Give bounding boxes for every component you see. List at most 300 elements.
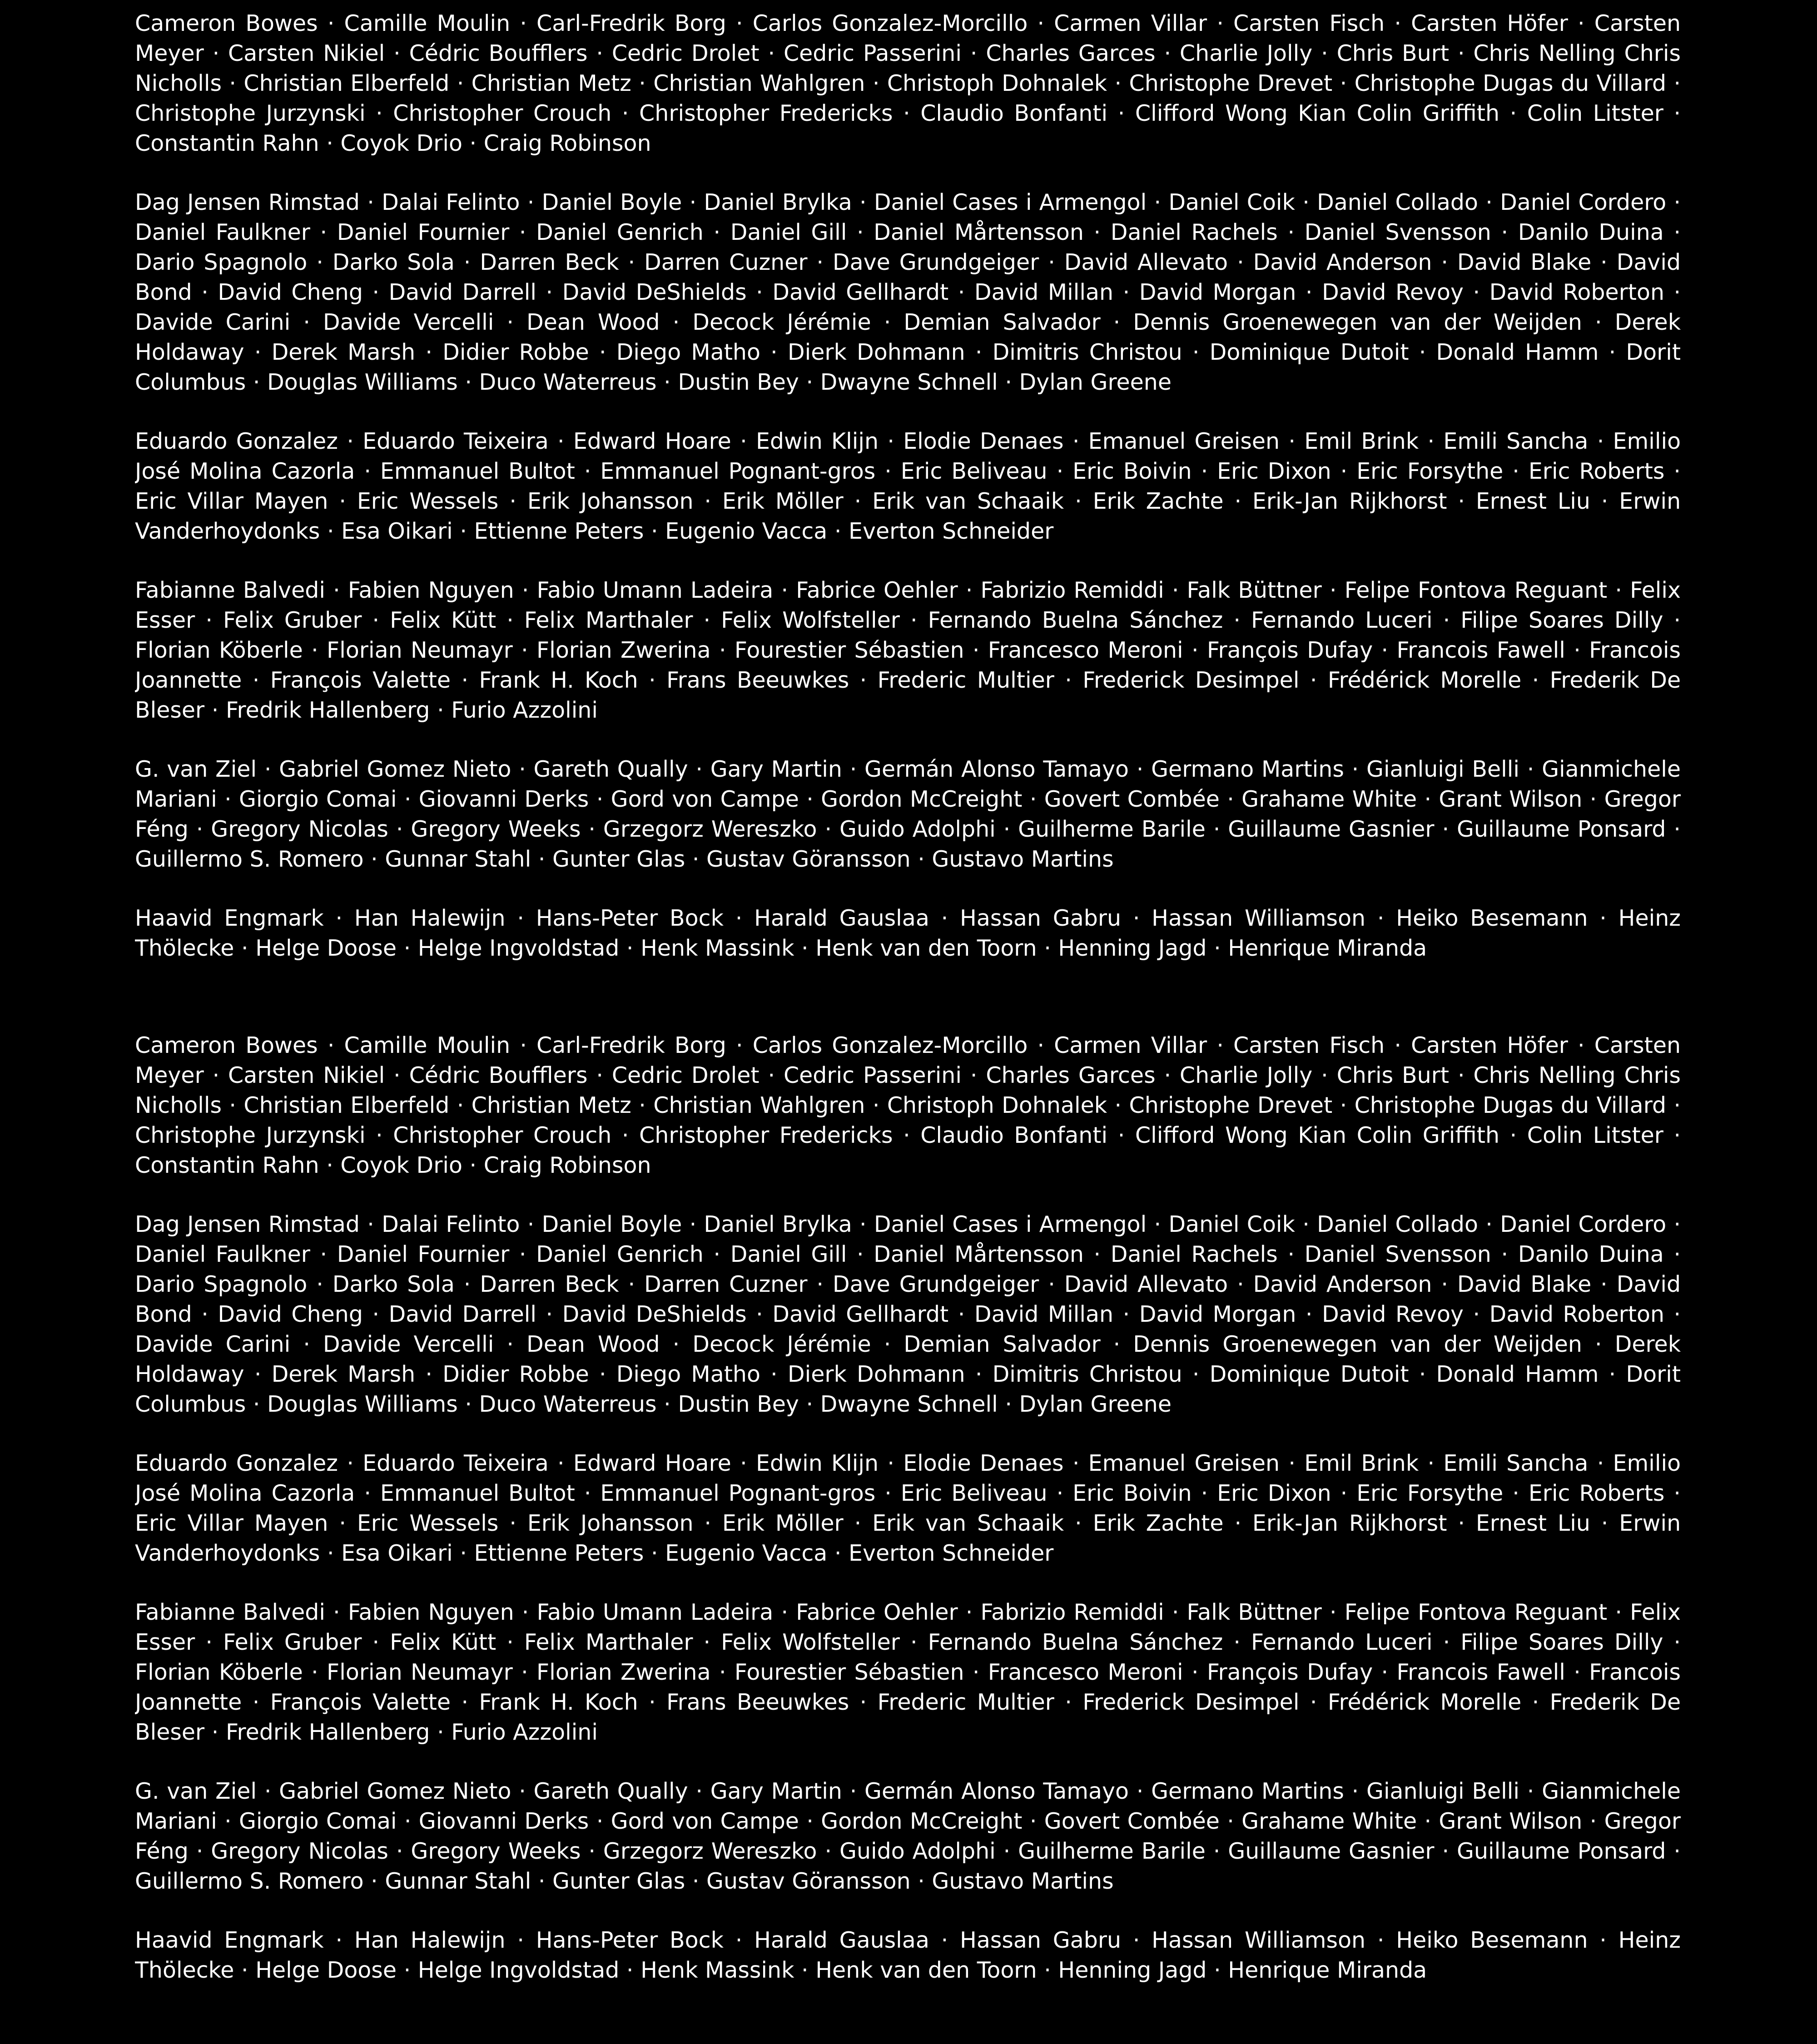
separator-dot: ·: [1201, 458, 1208, 484]
contributor-name: Christophe Jurzynski: [135, 1122, 366, 1148]
separator-dot: ·: [1351, 1778, 1359, 1804]
separator-dot: ·: [1154, 189, 1162, 215]
separator-dot: ·: [703, 607, 711, 633]
contributor-name: Gareth Qually: [533, 756, 688, 782]
contributor-name: Decock Jérémie: [692, 309, 871, 335]
separator-dot: ·: [1287, 219, 1295, 245]
contributor-name: Eric Boivin: [1072, 1480, 1192, 1506]
contributor-name: David Gellhardt: [772, 1301, 949, 1327]
separator-dot: ·: [1214, 935, 1221, 961]
contributor-name: Emilio José Molina Cazorla: [135, 428, 1681, 484]
separator-dot: ·: [1048, 249, 1055, 275]
contributor-name: Daniel Brylka: [704, 189, 852, 215]
contributor-name: Dylan Greene: [1019, 1391, 1172, 1417]
contributor-name: Danilo Duina: [1518, 219, 1664, 245]
contributor-name: Eric Beliveau: [900, 1480, 1048, 1506]
contributor-name: Gunnar Stahl: [385, 1868, 531, 1894]
separator-dot: ·: [437, 697, 444, 723]
contributor-name: Edward Hoare: [573, 428, 731, 454]
separator-dot: ·: [1227, 1808, 1234, 1834]
contributor-name: David Millan: [974, 1301, 1114, 1327]
contributor-name: Cedric Drolet: [611, 40, 760, 66]
contributor-name: Danilo Duina: [1518, 1241, 1664, 1267]
separator-dot: ·: [1673, 279, 1681, 305]
separator-dot: ·: [229, 1092, 236, 1118]
contributor-name: Frederick Desimpel: [1082, 667, 1300, 693]
contributor-name: Daniel Svensson: [1304, 1241, 1491, 1267]
contributor-name: Francois Fawell: [1396, 1659, 1565, 1685]
contributor-name: Guillermo S. Romero: [135, 1868, 364, 1894]
contributor-name: Carsten Nikiel: [228, 1062, 385, 1088]
contributor-name: Erik Zachte: [1092, 488, 1224, 514]
contributor-name: David Bond: [135, 1271, 1681, 1327]
separator-dot: ·: [704, 1510, 711, 1536]
contributor-name: Craig Robinson: [483, 130, 651, 156]
contributor-name: Fabrizio Remiddi: [980, 1599, 1164, 1625]
contributor-name: Christophe Jurzynski: [135, 100, 366, 126]
contributor-name: Duco Waterreus: [479, 369, 657, 395]
contributor-name: Derek Holdaway: [135, 309, 1681, 365]
contributor-name: Daniel Svensson: [1304, 219, 1491, 245]
separator-dot: ·: [1351, 756, 1359, 782]
separator-dot: ·: [1305, 1301, 1313, 1327]
contributor-name: Felix Kütt: [390, 607, 496, 633]
separator-dot: ·: [506, 309, 514, 335]
contributor-name: David Blake: [1457, 1271, 1592, 1297]
separator-dot: ·: [1442, 1838, 1450, 1864]
contributor-name: Emmanuel Bultot: [380, 1480, 575, 1506]
contributor-name: Dennis Groenewegen van der Weijden: [1133, 309, 1582, 335]
contributor-name: Davide Carini: [135, 309, 291, 335]
contributor-name: Francesco Meroni: [988, 1659, 1183, 1685]
contributor-name: François Valette: [270, 1689, 451, 1715]
contributor-name: Felix Marthaler: [524, 1629, 693, 1655]
contributor-name: David Anderson: [1253, 249, 1432, 275]
separator-dot: ·: [1599, 905, 1607, 931]
contributor-name: Everton Schneider: [849, 518, 1054, 544]
contributor-name: Daniel Genrich: [536, 219, 704, 245]
credits-block-2: [135, 1022, 1681, 2044]
separator-dot: ·: [1673, 1301, 1681, 1327]
contributor-name: Gregory Nicolas: [211, 1838, 388, 1864]
contributor-name: Dalai Felinto: [382, 1211, 520, 1237]
separator-dot: ·: [201, 1301, 209, 1327]
contributor-name: Coyok Drio: [340, 1152, 462, 1178]
separator-dot: ·: [211, 1719, 219, 1745]
contributor-name: Erik Johansson: [527, 488, 694, 514]
separator-dot: ·: [254, 339, 262, 365]
contributor-name: Ernest Liu: [1475, 1510, 1590, 1536]
separator-dot: ·: [527, 189, 535, 215]
separator-dot: ·: [1381, 1659, 1389, 1685]
contributor-name: Daniel Faulkner: [135, 219, 310, 245]
separator-dot: ·: [403, 935, 411, 961]
separator-dot: ·: [1443, 1629, 1450, 1655]
contributor-name: Francois Joannette: [135, 637, 1681, 693]
separator-dot: ·: [364, 458, 371, 484]
contributor-name: Erik Möller: [722, 488, 844, 514]
contributor-name: Christopher Crouch: [393, 1122, 612, 1148]
contributor-name: Heiko Besemann: [1396, 1927, 1588, 1953]
separator-dot: ·: [1288, 1450, 1296, 1476]
contributor-name: Christophe Dugas du Villard: [1354, 70, 1667, 96]
separator-dot: ·: [859, 667, 867, 693]
separator-dot: ·: [872, 1092, 880, 1118]
contributor-name: Frédérick Morelle: [1327, 667, 1522, 693]
contributor-name: Ettienne Peters: [474, 1540, 644, 1566]
separator-dot: ·: [704, 488, 711, 514]
separator-dot: ·: [1574, 1659, 1581, 1685]
contributor-name: Daniel Collado: [1317, 1211, 1478, 1237]
separator-dot: ·: [884, 458, 892, 484]
contributor-name: David Allevato: [1064, 1271, 1228, 1297]
contributor-name: Grahame White: [1241, 786, 1417, 812]
contributor-name: Didier Robbe: [442, 1361, 589, 1387]
separator-dot: ·: [347, 1450, 354, 1476]
contributor-name: Frederik De Bleser: [135, 1689, 1681, 1745]
separator-dot: ·: [521, 1599, 529, 1625]
contributor-name: Erik van Schaaik: [872, 488, 1064, 514]
contributor-name: Daniel Boyle: [541, 1211, 682, 1237]
separator-dot: ·: [1442, 816, 1450, 842]
separator-dot: ·: [970, 1062, 978, 1088]
separator-dot: ·: [460, 1540, 467, 1566]
contributor-name: Henrique Miranda: [1228, 935, 1427, 961]
contributor-name: Camille Moulin: [344, 10, 511, 36]
contributor-name: Frédérick Morelle: [1327, 1689, 1522, 1715]
separator-dot: ·: [719, 1659, 726, 1685]
contributor-name: Carlos Gonzalez-Morcillo: [752, 1032, 1028, 1058]
contributor-name: Derek Marsh: [271, 339, 416, 365]
separator-dot: ·: [639, 70, 646, 96]
contributor-name: Henk Massink: [640, 935, 794, 961]
contributor-name: Charlie Jolly: [1179, 40, 1313, 66]
contributor-name: Falk Büttner: [1187, 577, 1322, 603]
separator-dot: ·: [1527, 1778, 1534, 1804]
contributor-name: Donald Hamm: [1436, 1361, 1599, 1387]
contributor-name: Guido Adolphi: [839, 816, 996, 842]
separator-dot: ·: [327, 518, 334, 544]
separator-dot: ·: [1673, 100, 1681, 126]
contributor-name: Eugenio Vacca: [665, 518, 828, 544]
contributor-name: Christoph Dohnalek: [887, 1092, 1107, 1118]
contributor-name: Guillaume Ponsard: [1456, 1838, 1666, 1864]
contributor-name: Frederic Multier: [877, 1689, 1054, 1715]
separator-dot: ·: [692, 846, 700, 872]
separator-dot: ·: [1075, 1510, 1082, 1536]
separator-dot: ·: [596, 786, 604, 812]
contributor-name: Erwin Vanderhoydonks: [135, 488, 1681, 544]
separator-dot: ·: [316, 249, 323, 275]
contributor-name: Helge Ingvoldstad: [417, 1957, 620, 1983]
contributor-name: Felix Esser: [135, 1599, 1681, 1655]
separator-dot: ·: [975, 339, 983, 365]
contributor-name: Colin Litster: [1527, 100, 1663, 126]
contributor-name: Dario Spagnolo: [135, 249, 308, 275]
separator-dot: ·: [1600, 249, 1608, 275]
separator-dot: ·: [1340, 458, 1348, 484]
contributor-name: Derek Marsh: [271, 1361, 416, 1387]
separator-dot: ·: [372, 279, 380, 305]
separator-dot: ·: [320, 1241, 328, 1267]
separator-dot: ·: [403, 1957, 411, 1983]
separator-dot: ·: [339, 1510, 346, 1536]
contributor-name: David Morgan: [1139, 1301, 1296, 1327]
separator-dot: ·: [1578, 1032, 1585, 1058]
separator-dot: ·: [264, 756, 272, 782]
contributor-name: Eduardo Teixeira: [362, 1450, 549, 1476]
contributor-name: Carsten Höfer: [1411, 10, 1568, 36]
separator-dot: ·: [781, 577, 789, 603]
contributor-name: François Valette: [270, 667, 451, 693]
separator-dot: ·: [457, 1092, 464, 1118]
separator-dot: ·: [1597, 428, 1604, 454]
contributor-name: Heinz Thölecke: [135, 905, 1681, 961]
separator-dot: ·: [856, 219, 864, 245]
separator-dot: ·: [425, 1361, 432, 1387]
separator-dot: ·: [903, 100, 910, 126]
separator-dot: ·: [1132, 905, 1140, 931]
separator-dot: ·: [1065, 667, 1072, 693]
contributor-name: Chris Nelling Chris Nicholls: [135, 1062, 1681, 1118]
contributor-name: Daniel Fournier: [337, 219, 510, 245]
separator-dot: ·: [1600, 1271, 1608, 1297]
separator-dot: ·: [1574, 637, 1581, 663]
separator-dot: ·: [1237, 1271, 1244, 1297]
contributor-name: Gianmichele Mariani: [135, 756, 1681, 812]
separator-dot: ·: [224, 786, 232, 812]
contributor-name: Darren Cuzner: [644, 249, 808, 275]
contributor-name: Florian Neumayr: [327, 1659, 513, 1685]
separator-dot: ·: [347, 428, 354, 454]
separator-dot: ·: [335, 905, 343, 931]
contributor-name: Gregory Weeks: [411, 1838, 581, 1864]
separator-dot: ·: [437, 1719, 444, 1745]
separator-dot: ·: [735, 1927, 743, 1953]
contributor-name: Donald Hamm: [1436, 339, 1599, 365]
separator-dot: ·: [1044, 935, 1051, 961]
contributor-name: David Cheng: [218, 1301, 363, 1327]
contributor-name: Fabianne Balvedi: [135, 577, 325, 603]
contributor-name: Haavid Engmark: [135, 905, 324, 931]
separator-dot: ·: [1117, 1122, 1125, 1148]
contributor-name: Daniel Rachels: [1110, 1241, 1278, 1267]
contributor-name: Germán Alonso Tamayo: [864, 756, 1129, 782]
separator-dot: ·: [816, 249, 824, 275]
separator-dot: ·: [1381, 637, 1389, 663]
contributor-name: Erik van Schaaik: [872, 1510, 1064, 1536]
contributor-name: Cameron Bowes: [135, 10, 318, 36]
contributor-name: Eric Roberts: [1528, 458, 1665, 484]
contributor-name: Gord von Campe: [611, 786, 799, 812]
contributor-name: Helge Doose: [255, 935, 397, 961]
contributor-name: Claudio Bonfanti: [920, 1122, 1108, 1148]
contributor-name: Govert Combée: [1044, 786, 1220, 812]
contributor-name: Fernando Buelna Sánchez: [928, 607, 1223, 633]
separator-dot: ·: [320, 219, 328, 245]
separator-dot: ·: [768, 40, 775, 66]
separator-dot: ·: [316, 1271, 323, 1297]
contributor-name: David Morgan: [1139, 279, 1296, 305]
separator-dot: ·: [1113, 1331, 1121, 1357]
contributor-name: Derek Holdaway: [135, 1331, 1681, 1387]
contributor-name: Han Halewijn: [354, 1927, 506, 1953]
separator-dot: ·: [672, 1331, 680, 1357]
contributor-name: David DeShields: [562, 1301, 747, 1327]
separator-dot: ·: [520, 1032, 527, 1058]
contributor-name: Daniel Cordero: [1500, 1211, 1667, 1237]
separator-dot: ·: [519, 1778, 526, 1804]
contributor-name: Diego Matho: [616, 1361, 760, 1387]
separator-dot: ·: [333, 1599, 340, 1625]
separator-dot: ·: [664, 369, 671, 395]
separator-dot: ·: [469, 1152, 477, 1178]
separator-dot: ·: [376, 1122, 383, 1148]
separator-dot: ·: [1340, 1480, 1348, 1506]
separator-dot: ·: [1075, 488, 1082, 514]
separator-dot: ·: [1287, 1241, 1295, 1267]
contributor-name: Douglas Williams: [267, 369, 458, 395]
separator-dot: ·: [1136, 756, 1144, 782]
contributor-name: Felix Wolfsteller: [721, 607, 900, 633]
contributor-name: Christophe Drevet: [1129, 1092, 1333, 1118]
separator-dot: ·: [972, 1659, 980, 1685]
contributor-name: Han Halewijn: [354, 905, 506, 931]
separator-dot: ·: [834, 518, 842, 544]
contributor-name: Darko Sola: [332, 249, 455, 275]
contributor-name: Erik Zachte: [1092, 1510, 1224, 1536]
contributor-name: Carsten Meyer: [135, 10, 1681, 66]
contributor-name: Guilherme Barile: [1018, 1838, 1206, 1864]
contributor-name: Hans-Peter Bock: [536, 1927, 724, 1953]
separator-dot: ·: [1597, 1450, 1604, 1476]
contributor-name: G. van Ziel: [135, 756, 257, 782]
separator-dot: ·: [1458, 1510, 1465, 1536]
contributor-name: Eric Roberts: [1528, 1480, 1665, 1506]
separator-dot: ·: [884, 309, 891, 335]
separator-dot: ·: [806, 1808, 814, 1834]
separator-dot: ·: [887, 428, 894, 454]
contributor-name: Frederic Multier: [877, 667, 1054, 693]
separator-dot: ·: [1216, 10, 1224, 36]
contributor-name: Gregor Féng: [135, 786, 1681, 842]
contributor-name: Cédric Boufflers: [409, 1062, 588, 1088]
contributor-name: Carmen Villar: [1054, 1032, 1207, 1058]
separator-dot: ·: [1473, 1301, 1480, 1327]
separator-dot: ·: [396, 1838, 403, 1864]
contributor-name: Harald Gauslaa: [754, 905, 929, 931]
separator-dot: ·: [781, 1599, 789, 1625]
credits-section-f: [135, 575, 1681, 725]
separator-dot: ·: [1340, 70, 1347, 96]
contributor-name: Eduardo Teixeira: [362, 428, 549, 454]
separator-dot: ·: [1485, 189, 1493, 215]
contributor-name: Francois Joannette: [135, 1659, 1681, 1715]
separator-dot: ·: [364, 1480, 371, 1506]
separator-dot: ·: [1132, 1927, 1140, 1953]
separator-dot: ·: [824, 816, 832, 842]
contributor-name: Giorgio Comai: [239, 1808, 397, 1834]
contributor-name: Frans Beeuwkes: [666, 1689, 849, 1715]
separator-dot: ·: [824, 1838, 832, 1864]
separator-dot: ·: [713, 1241, 721, 1267]
separator-dot: ·: [371, 846, 378, 872]
separator-dot: ·: [596, 1808, 604, 1834]
separator-dot: ·: [1214, 1957, 1221, 1983]
separator-dot: ·: [599, 339, 606, 365]
separator-dot: ·: [856, 1241, 864, 1267]
separator-dot: ·: [521, 1659, 528, 1685]
separator-dot: ·: [756, 279, 763, 305]
contributor-name: Felipe Fontova Reguant: [1344, 577, 1608, 603]
contributor-name: Eric Dixon: [1217, 1480, 1331, 1506]
contributor-name: Craig Robinson: [483, 1152, 651, 1178]
contributor-name: Carl-Fredrik Borg: [536, 1032, 726, 1058]
separator-dot: ·: [740, 1450, 747, 1476]
contributor-name: Dorit Columbus: [135, 339, 1681, 395]
separator-dot: ·: [1501, 1241, 1509, 1267]
contributor-name: Henning Jagd: [1058, 935, 1207, 961]
contributor-name: Camille Moulin: [344, 1032, 511, 1058]
separator-dot: ·: [1589, 1808, 1597, 1834]
separator-dot: ·: [1532, 667, 1539, 693]
contributor-name: Eugenio Vacca: [665, 1540, 828, 1566]
contributor-name: Gustav Göransson: [706, 846, 911, 872]
contributor-name: Germán Alonso Tamayo: [864, 1778, 1129, 1804]
separator-dot: ·: [303, 1331, 310, 1357]
separator-dot: ·: [1673, 1241, 1681, 1267]
contributor-name: David Revoy: [1322, 279, 1464, 305]
separator-dot: ·: [1093, 219, 1101, 245]
contributor-name: Florian Köberle: [135, 637, 303, 663]
contributor-name: Harald Gauslaa: [754, 1927, 929, 1953]
separator-dot: ·: [1114, 1092, 1122, 1118]
separator-dot: ·: [859, 189, 867, 215]
contributor-name: Frans Beeuwkes: [666, 667, 849, 693]
contributor-name: Elodie Denaes: [903, 428, 1064, 454]
contributor-name: Felix Marthaler: [524, 607, 693, 633]
contributor-name: Emmanuel Bultot: [380, 458, 575, 484]
contributor-name: Hassan Williamson: [1152, 1927, 1366, 1953]
separator-dot: ·: [770, 1361, 778, 1387]
contributor-name: Francois Fawell: [1396, 637, 1565, 663]
contributor-name: Daniel Gill: [730, 219, 847, 245]
contributor-name: Fabio Umann Ladeira: [536, 577, 774, 603]
separator-dot: ·: [672, 309, 680, 335]
contributor-name: Carsten Fisch: [1233, 1032, 1385, 1058]
contributor-name: Guillermo S. Romero: [135, 846, 364, 872]
contributor-name: Christoph Dohnalek: [887, 70, 1107, 96]
contributor-name: Helge Ingvoldstad: [417, 935, 620, 961]
separator-dot: ·: [1072, 428, 1080, 454]
contributor-name: Giovanni Derks: [418, 1808, 589, 1834]
separator-dot: ·: [1172, 577, 1179, 603]
separator-dot: ·: [801, 1957, 809, 1983]
credits-section-d: [135, 188, 1681, 397]
separator-dot: ·: [205, 607, 213, 633]
contributor-name: Fabrice Oehler: [796, 577, 958, 603]
separator-dot: ·: [1029, 1808, 1037, 1834]
separator-dot: ·: [1302, 189, 1310, 215]
separator-dot: ·: [719, 637, 726, 663]
separator-dot: ·: [367, 1211, 374, 1237]
credits-section-c: [135, 9, 1681, 159]
separator-dot: ·: [1589, 786, 1597, 812]
separator-dot: ·: [326, 1152, 333, 1178]
separator-dot: ·: [596, 1062, 603, 1088]
separator-dot: ·: [849, 756, 857, 782]
contributor-name: Darren Cuzner: [644, 1271, 808, 1297]
